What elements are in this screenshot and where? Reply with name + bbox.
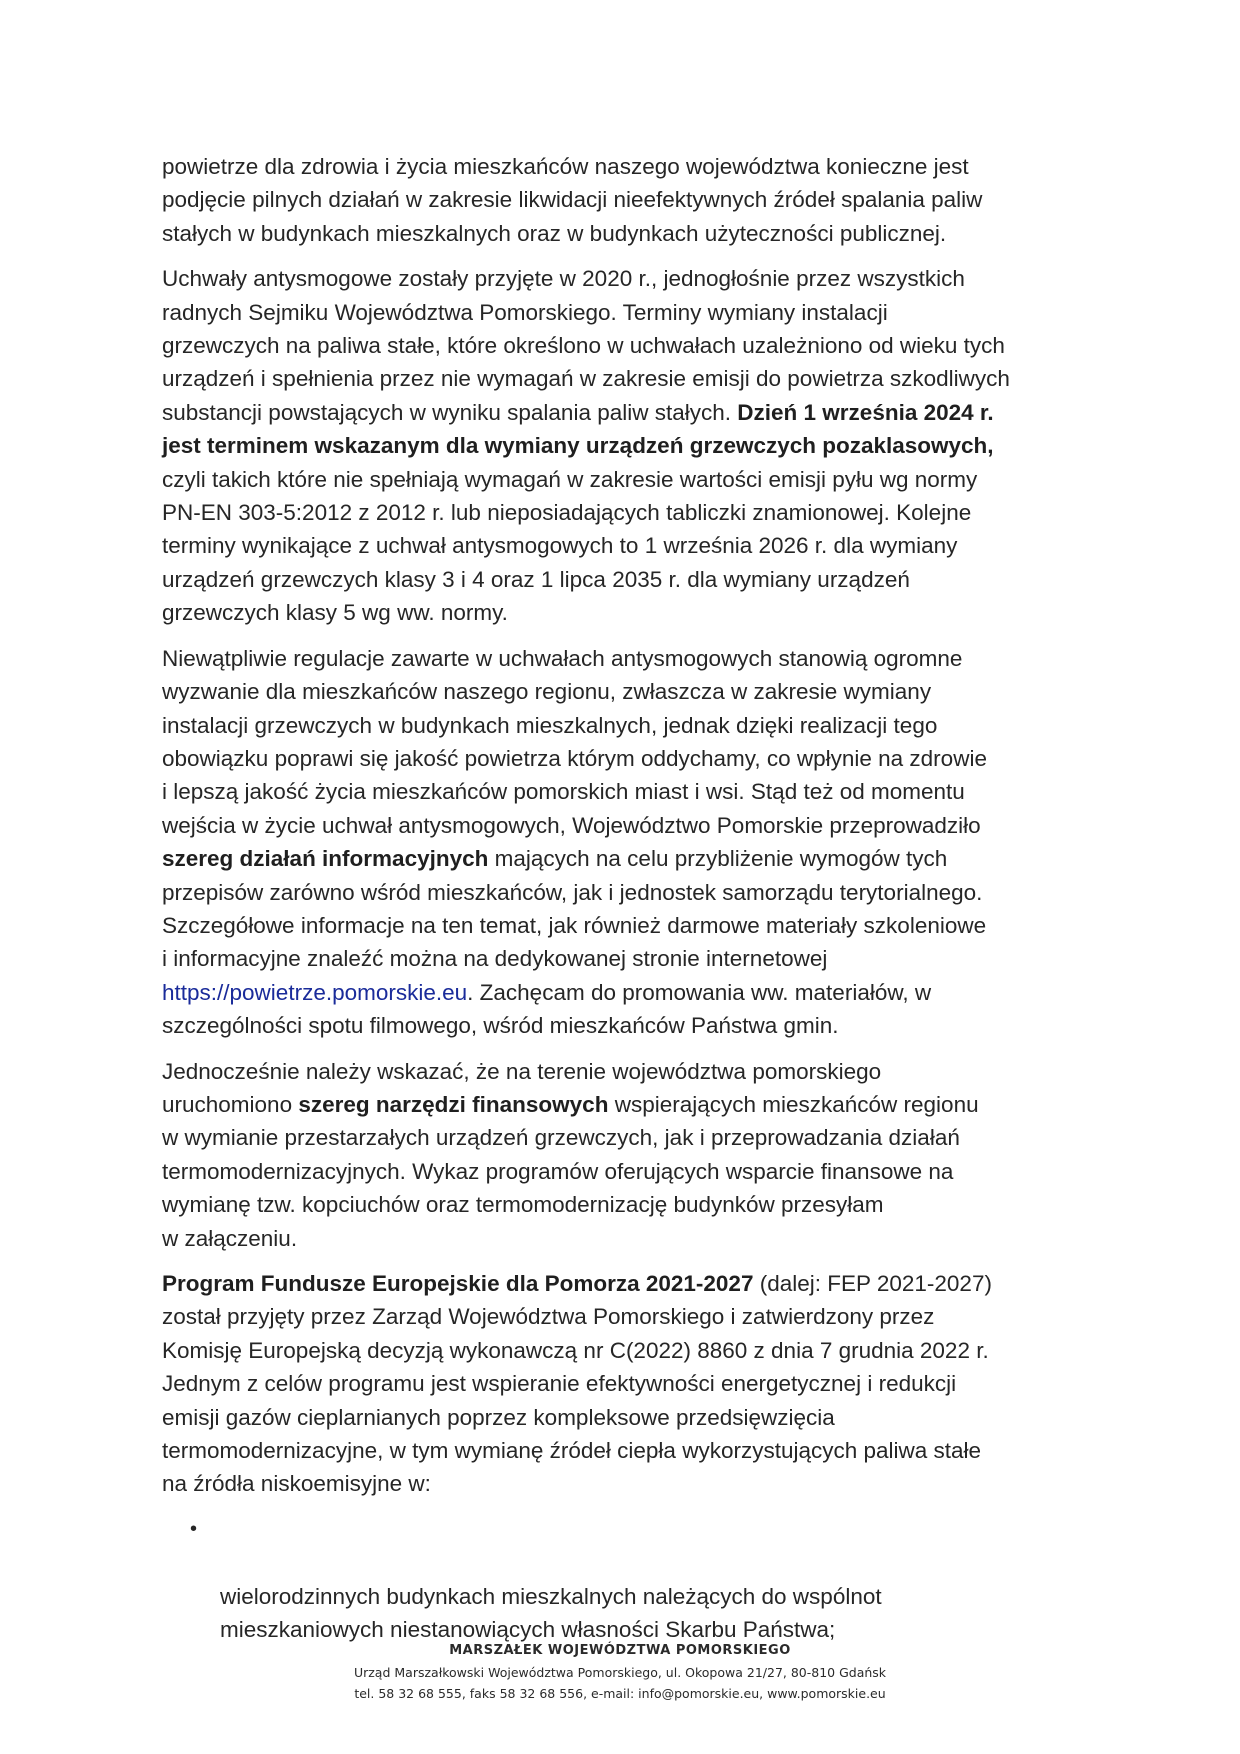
paragraph-text: Niewątpliwie regulacje zawarte w uchwałach antysmogowych stanowią ogromne wyzwanie dla mieszkańców naszego regionu, zwłaszcza w zakresie wymiany instalacji grzewczych w budynkach mieszkalnych, jednak dzięki realizacji tego obowiązku poprawi się jakość powietrza którym oddychamy, co wpłynie na zdrowie i lepszą jakość życia mieszkańców pomorskich miast i wsi. Stąd też od momentu wejścia w życie uchwał antysmogowych, Województwo Pomorskie przeprowadziło [162, 645, 987, 838]
letterhead-footer [0, 1640, 1240, 1704]
paragraph-text: czyli takich które nie spełniają wymagań w zakresie wartości emisji pyłu wg normy PN-EN 303-5:2012 z 2012 r. lub nieposiadających tabliczki znamionowej. Kolejne terminy wynikające z uchwał antysmogowych to 1 września 2026 r. dla wymiany urządzeń grzewczych klasy 3 i 4 oraz 1 lipca 2035 r. dla wymiany urządzeń grzewczych klasy 5 wg ww. normy. [162, 466, 978, 626]
bullet-list [162, 1513, 1112, 1647]
website-link[interactable]: https://powietrze.pomorskie.eu [162, 979, 468, 1005]
paragraph [162, 262, 1112, 629]
footer-address: Urząd Marszałkowski Województwa Pomorskiego, ul. Okopowa 21/27, 80-810 Gdańsk [353, 1665, 887, 1680]
paragraph [162, 642, 1112, 1043]
paragraph-text: . Zachęcam do promowania ww. materiałów, w szczególności spotu filmowego, wśród mieszkańców Państwa gmin. [162, 979, 932, 1039]
paragraph-text: (dalej: FEP 2021-2027) został przyjęty przez Zarząd Województwa Pomorskiego i zatwierdzony przez Komisję Europejską decyzją wykonawczą nr C(2022) 8860 z dnia 7 grudnia 2022 r. Jednym z celów programu jest wspieranie efektywności energetycznej i redukcji emisji gazów cieplarnianych poprzez kompleksowe przedsięwzięcia termomodernizacyjne, w tym wymianę źródeł ciepła wykorzystujących paliwa stałe na źródła niskoemisyjne w: [162, 1271, 992, 1497]
paragraph [162, 150, 1112, 250]
emphasis-text: szereg narzędzi finansowych [298, 1091, 609, 1117]
paragraph-text: Jednocześnie należy wskazać, że na terenie województwa pomorskiego uruchomiono [162, 1058, 882, 1117]
bullet-icon: • [190, 1517, 198, 1540]
footer-title: MARSZAŁEK WOJEWÓDZTWA POMORSKIEGO [449, 1643, 791, 1658]
letter-body [162, 150, 1112, 1646]
paragraph-text: Uchwały antysmogowe zostały przyjęte w 2020 r., jednogłośnie przez wszystkich radnych Sejmiku Województwa Pomorskiego. Terminy wymiany instalacji grzewczych na paliwa stałe, które określono w uchwałach uzależniono od wieku tych urządzeń i spełnienia przez nie wymagań w zakresie emisji do powietrza szkodliwych substancji powstających w wyniku spalania paliw stałych. [162, 266, 1010, 425]
bullet-text: wielorodzinnych budynkach mieszkalnych należących do wspólnot mieszkaniowych niestanowiących własności Skarbu Państwa; [220, 1583, 882, 1643]
paragraph-text: powietrze dla zdrowia i życia mieszkańców naszego województwa konieczne jest podjęcie pilnych działań w zakresie likwidacji nieefektywnych źródeł spalania paliw stałych w budynkach mieszkalnych oraz w budynkach użyteczności publicznej. [162, 154, 983, 246]
paragraph-text: wspierających mieszkańców regionu w wymianie przestarzałych urządzeń grzewczych, jak i przeprowadzania działań termomodernizacyjnych. Wykaz programów oferujących wsparcie finansowe na wymianę tzw. kopciuchów oraz termomodernizację budynków przesyłam w załączeniu. [162, 1091, 979, 1251]
footer-contact: tel. 58 32 68 555, faks 58 32 68 556, e-mail: info@pomorskie.eu, www.pomorskie.eu [354, 1686, 886, 1701]
paragraph-text: mających na celu przybliżenie wymogów tych przepisów zarówno wśród mieszkańców, jak i jednostek samorządu terytorialnego. Szczegółowe informacje na ten temat, jak również darmowe materiały szkoleniowe i informacyjne znaleźć można na dedykowanej stronie internetowej [162, 846, 987, 972]
emphasis-text: szereg działań informacyjnych [162, 846, 489, 872]
paragraph [162, 1055, 1112, 1255]
paragraph [162, 1267, 1112, 1501]
emphasis-text: Program Fundusze Europejskie dla Pomorza 2021-2027 [162, 1271, 754, 1296]
emphasis-text: Dzień 1 września 2024 r. jest terminem wskazanym dla wymiany urządzeń grzewczych pozaklasowych, [162, 399, 994, 459]
bullet-item [162, 1513, 1112, 1647]
